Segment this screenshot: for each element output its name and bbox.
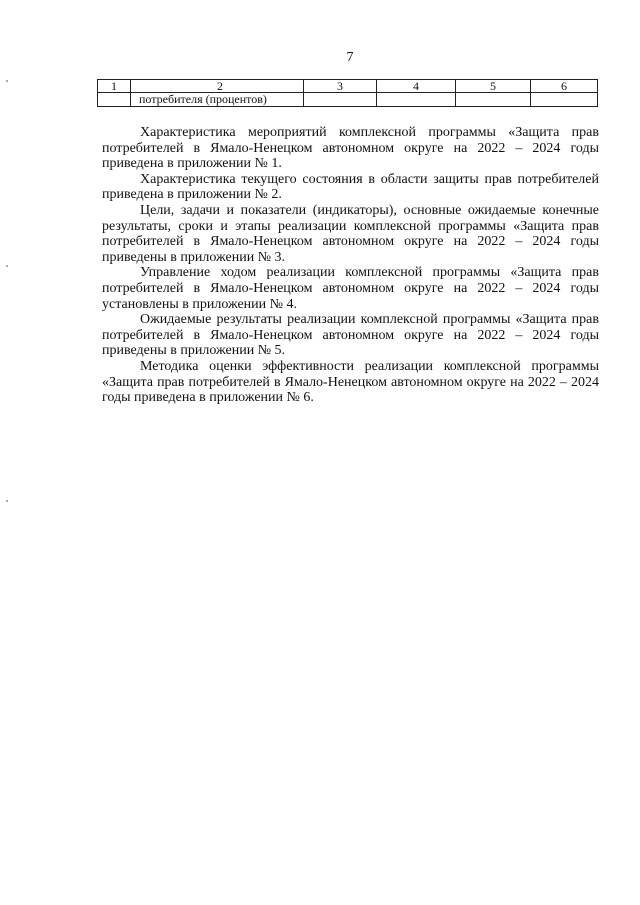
paragraph: Управление ходом реализации комплексной программы «Защита прав потребителей в Ямало-Ненецком автономном округе на 2022 – 2024 годы установлены в приложении № 4. bbox=[102, 265, 599, 312]
table-header-cell: 5 bbox=[456, 80, 531, 93]
table-cell: потребителя (процентов) bbox=[131, 93, 304, 107]
table-header-cell: 3 bbox=[304, 80, 377, 93]
table-cell bbox=[304, 93, 377, 107]
table-cell bbox=[98, 93, 131, 107]
table-header-row bbox=[98, 80, 598, 93]
scan-mark bbox=[6, 265, 8, 267]
continuation-table bbox=[97, 79, 598, 107]
paragraph: Цели, задачи и показатели (индикаторы), основные ожидаемые конечные результаты, сроки и этапы реализации комплексной программы «Защита прав потребителей в Ямало-Ненецком автономном округе на 2022 – 2024 годы приведены в приложении № 3. bbox=[102, 202, 599, 265]
scan-mark bbox=[6, 500, 8, 502]
paragraph: Методика оценки эффективности реализации комплексной программы «Защита прав потребителей в Ямало-Ненецком автономном округе на 2022 – 2024 годы приведена в приложении № 6. bbox=[102, 358, 599, 406]
table-header-cell: 2 bbox=[131, 80, 304, 93]
page-number: 7 bbox=[346, 50, 354, 65]
table-cell bbox=[377, 93, 456, 107]
paragraph: Ожидаемые результаты реализации комплексной программы «Защита прав потребителей в Ямало-Ненецком автономном округе на 2022 – 2024 годы приведены в приложении № 5. bbox=[102, 312, 599, 359]
table-row bbox=[98, 93, 598, 107]
body-text bbox=[102, 125, 599, 406]
paragraph: Характеристика мероприятий комплексной программы «Защита прав потребителей в Ямало-Ненецком автономном округе на 2022 – 2024 годы приведена в приложении № 1. bbox=[102, 125, 599, 172]
table-header-cell: 6 bbox=[531, 80, 598, 93]
table-cell bbox=[531, 93, 598, 107]
table-cell bbox=[456, 93, 531, 107]
scan-mark bbox=[6, 80, 8, 82]
paragraph: Характеристика текущего состояния в области защиты прав потребителей приведена в приложении № 2. bbox=[102, 171, 599, 203]
table-header-cell: 1 bbox=[98, 80, 131, 93]
table-header-cell: 4 bbox=[377, 80, 456, 93]
